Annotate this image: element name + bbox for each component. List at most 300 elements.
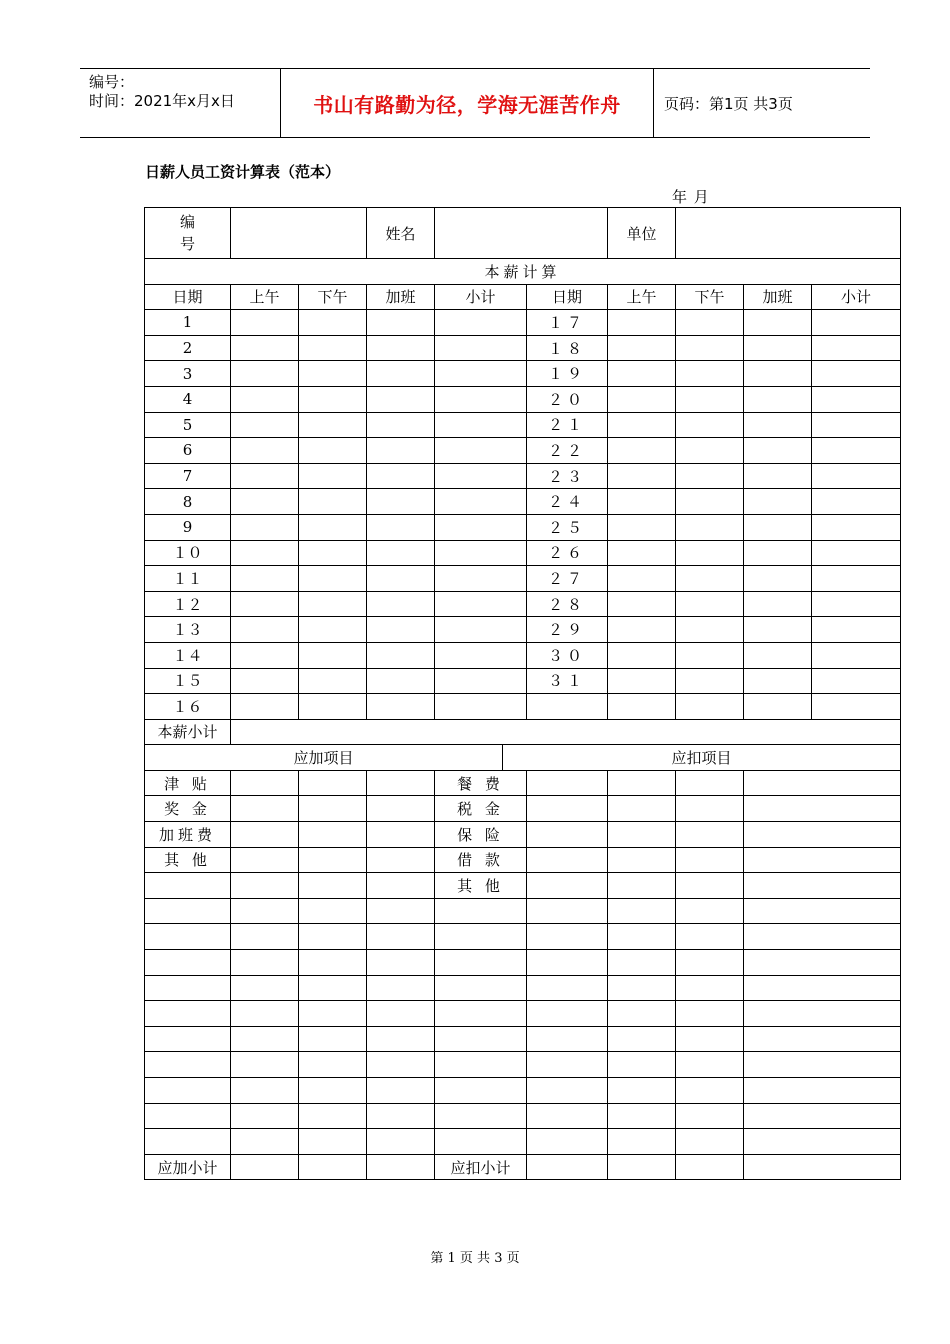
number-value bbox=[231, 208, 367, 259]
item-row bbox=[145, 1026, 901, 1052]
deduct-value bbox=[676, 950, 744, 976]
add-value bbox=[231, 898, 299, 924]
ot-cell bbox=[367, 617, 435, 643]
info-row bbox=[145, 208, 901, 259]
add-value bbox=[231, 770, 299, 796]
deduct-value bbox=[676, 1052, 744, 1078]
subtotal-cell bbox=[812, 591, 901, 617]
day-right: ２４ bbox=[527, 489, 608, 515]
add-value bbox=[299, 1078, 367, 1104]
am-cell bbox=[231, 489, 299, 515]
ot-cell bbox=[367, 361, 435, 387]
deduct-item bbox=[435, 1078, 527, 1104]
pm-cell bbox=[676, 463, 744, 489]
pm-cell bbox=[299, 361, 367, 387]
pm-cell bbox=[299, 412, 367, 438]
add-value bbox=[231, 1129, 299, 1155]
subtotal-cell bbox=[812, 566, 901, 592]
add-value bbox=[299, 1001, 367, 1027]
am-cell bbox=[231, 335, 299, 361]
item-row bbox=[145, 796, 901, 822]
deduct-item: 保 险 bbox=[435, 822, 527, 848]
day-left: 1 bbox=[145, 310, 231, 336]
subtotal-cell bbox=[812, 310, 901, 336]
subtotal-cell bbox=[435, 540, 527, 566]
day-row bbox=[145, 514, 901, 540]
base-subtotal-row bbox=[145, 719, 901, 745]
section-base-title: 本薪计算 bbox=[145, 259, 901, 285]
deduct-value bbox=[676, 1129, 744, 1155]
unit-header: 单位 bbox=[608, 208, 676, 259]
pm-cell bbox=[299, 540, 367, 566]
add-item: 其 他 bbox=[145, 847, 231, 873]
pm-cell bbox=[676, 386, 744, 412]
deduct-value bbox=[527, 873, 608, 899]
ot-cell bbox=[744, 514, 812, 540]
day-left: 5 bbox=[145, 412, 231, 438]
subtotal-cell bbox=[435, 668, 527, 694]
day-left: 8 bbox=[145, 489, 231, 515]
subtotal-cell bbox=[812, 361, 901, 387]
section-deduct-title: 应扣项目 bbox=[503, 745, 901, 771]
pm-cell bbox=[676, 412, 744, 438]
page-info: 页码：第1页 共3页 bbox=[664, 94, 793, 113]
day-left: １４ bbox=[145, 642, 231, 668]
ot-cell bbox=[367, 386, 435, 412]
day-row bbox=[145, 386, 901, 412]
ot-cell bbox=[744, 310, 812, 336]
am-cell bbox=[608, 694, 676, 720]
day-right: １８ bbox=[527, 335, 608, 361]
add-value bbox=[231, 873, 299, 899]
deduct-value bbox=[676, 1103, 744, 1129]
item-row bbox=[145, 975, 901, 1001]
deduct-value bbox=[744, 1001, 901, 1027]
deduct-value bbox=[527, 898, 608, 924]
pm-cell bbox=[299, 642, 367, 668]
am-cell bbox=[608, 591, 676, 617]
pm-cell bbox=[676, 668, 744, 694]
am-cell bbox=[231, 310, 299, 336]
day-left: 6 bbox=[145, 438, 231, 464]
day-row bbox=[145, 540, 901, 566]
ot-cell bbox=[744, 489, 812, 515]
subtotal-cell bbox=[435, 566, 527, 592]
am-cell bbox=[231, 694, 299, 720]
item-row bbox=[145, 924, 901, 950]
item-row bbox=[145, 1129, 901, 1155]
subtotal-cell bbox=[435, 514, 527, 540]
deduct-value bbox=[527, 1103, 608, 1129]
add-item bbox=[145, 924, 231, 950]
add-value bbox=[299, 1129, 367, 1155]
day-row bbox=[145, 438, 901, 464]
deduct-value bbox=[608, 1078, 676, 1104]
ot-cell bbox=[744, 566, 812, 592]
ot-cell bbox=[367, 514, 435, 540]
base-subtotal-label: 本薪小计 bbox=[145, 719, 231, 745]
day-right: ２８ bbox=[527, 591, 608, 617]
add-value bbox=[367, 898, 435, 924]
add-value bbox=[299, 796, 367, 822]
day-right: １９ bbox=[527, 361, 608, 387]
day-row bbox=[145, 489, 901, 515]
subtotal-cell bbox=[435, 463, 527, 489]
day-right: ２５ bbox=[527, 514, 608, 540]
pm-cell bbox=[676, 591, 744, 617]
day-right: ２０ bbox=[527, 386, 608, 412]
add-subtotal-label: 应加小计 bbox=[145, 1154, 231, 1180]
add-value bbox=[367, 924, 435, 950]
am-cell bbox=[608, 566, 676, 592]
deduct-value bbox=[527, 796, 608, 822]
deduct-value bbox=[527, 950, 608, 976]
deduct-value bbox=[527, 1154, 608, 1180]
item-row bbox=[145, 770, 901, 796]
item-row bbox=[145, 1001, 901, 1027]
add-value bbox=[299, 1052, 367, 1078]
subtotal-cell bbox=[812, 668, 901, 694]
subtotal-cell bbox=[812, 694, 901, 720]
pm-cell bbox=[676, 694, 744, 720]
pm-cell bbox=[299, 489, 367, 515]
ot-cell bbox=[744, 438, 812, 464]
add-value bbox=[367, 796, 435, 822]
deduct-value bbox=[744, 898, 901, 924]
ot-cell bbox=[367, 566, 435, 592]
day-right: ２２ bbox=[527, 438, 608, 464]
am-cell bbox=[608, 642, 676, 668]
deduct-value bbox=[527, 847, 608, 873]
am-cell bbox=[608, 617, 676, 643]
ot-cell bbox=[367, 310, 435, 336]
subtotal-cell bbox=[435, 412, 527, 438]
deduct-value bbox=[744, 1103, 901, 1129]
deduct-value bbox=[744, 1154, 901, 1180]
deduct-item bbox=[435, 1103, 527, 1129]
add-value bbox=[299, 975, 367, 1001]
subtotal-cell bbox=[812, 642, 901, 668]
am-cell bbox=[231, 386, 299, 412]
am-cell bbox=[231, 642, 299, 668]
salary-table bbox=[144, 207, 901, 1180]
day-row bbox=[145, 310, 901, 336]
ot-cell bbox=[744, 386, 812, 412]
add-value bbox=[231, 1103, 299, 1129]
deduct-value bbox=[744, 796, 901, 822]
add-value bbox=[299, 1154, 367, 1180]
ot-cell bbox=[367, 540, 435, 566]
add-value bbox=[231, 950, 299, 976]
deduct-value bbox=[608, 1154, 676, 1180]
deduct-item bbox=[435, 1026, 527, 1052]
ot-cell bbox=[367, 642, 435, 668]
am-cell bbox=[231, 412, 299, 438]
ot-cell bbox=[744, 540, 812, 566]
day-row bbox=[145, 566, 901, 592]
ot-cell bbox=[744, 694, 812, 720]
deduct-value bbox=[608, 1052, 676, 1078]
deduct-item: 餐 费 bbox=[435, 770, 527, 796]
item-row bbox=[145, 1078, 901, 1104]
deduct-value bbox=[676, 1154, 744, 1180]
subtotal-cell bbox=[812, 540, 901, 566]
deduct-value bbox=[527, 1001, 608, 1027]
deduct-item bbox=[435, 1052, 527, 1078]
motto: 书山有路勤为径，学海无涯苦作舟 bbox=[281, 69, 654, 137]
pm-cell bbox=[299, 694, 367, 720]
add-item bbox=[145, 873, 231, 899]
ot-cell bbox=[744, 617, 812, 643]
deduct-value bbox=[527, 1026, 608, 1052]
am-cell bbox=[608, 386, 676, 412]
am-cell bbox=[231, 617, 299, 643]
item-row bbox=[145, 950, 901, 976]
deduct-value bbox=[744, 1078, 901, 1104]
pm-cell bbox=[676, 310, 744, 336]
subtotal-cell bbox=[812, 412, 901, 438]
deduct-value bbox=[744, 975, 901, 1001]
subtotal-cell bbox=[435, 489, 527, 515]
deduct-value bbox=[744, 847, 901, 873]
deduct-value bbox=[744, 1052, 901, 1078]
ot-cell bbox=[367, 489, 435, 515]
day-row bbox=[145, 694, 901, 720]
day-left: 9 bbox=[145, 514, 231, 540]
day-left: 2 bbox=[145, 335, 231, 361]
am-cell bbox=[608, 412, 676, 438]
ot-cell bbox=[367, 438, 435, 464]
column-header: 加班 bbox=[367, 284, 435, 310]
add-value bbox=[367, 1052, 435, 1078]
pm-cell bbox=[299, 310, 367, 336]
am-cell bbox=[231, 591, 299, 617]
subtotal-cell bbox=[812, 617, 901, 643]
day-right: ２７ bbox=[527, 566, 608, 592]
day-row bbox=[145, 591, 901, 617]
deduct-value bbox=[676, 847, 744, 873]
subtotal-cell bbox=[812, 386, 901, 412]
am-cell bbox=[608, 668, 676, 694]
day-right: ２９ bbox=[527, 617, 608, 643]
day-row bbox=[145, 617, 901, 643]
base-subtotal-value bbox=[231, 719, 901, 745]
deduct-value bbox=[527, 770, 608, 796]
deduct-value bbox=[676, 1001, 744, 1027]
day-row bbox=[145, 361, 901, 387]
am-cell bbox=[231, 566, 299, 592]
subtotal-cell bbox=[435, 617, 527, 643]
add-value bbox=[367, 1129, 435, 1155]
ot-cell bbox=[367, 335, 435, 361]
am-cell bbox=[231, 540, 299, 566]
deduct-value bbox=[744, 873, 901, 899]
add-value bbox=[367, 770, 435, 796]
pm-cell bbox=[299, 617, 367, 643]
deduct-value bbox=[608, 975, 676, 1001]
deduct-value bbox=[608, 847, 676, 873]
add-value bbox=[231, 1001, 299, 1027]
add-value bbox=[231, 1078, 299, 1104]
am-cell bbox=[231, 438, 299, 464]
name-header: 姓名 bbox=[367, 208, 435, 259]
deduct-value bbox=[608, 1001, 676, 1027]
number-header-cell bbox=[145, 208, 231, 259]
day-right: ２１ bbox=[527, 412, 608, 438]
day-left: 4 bbox=[145, 386, 231, 412]
deduct-value bbox=[527, 1129, 608, 1155]
add-value bbox=[299, 1103, 367, 1129]
pm-cell bbox=[299, 463, 367, 489]
add-value bbox=[367, 950, 435, 976]
deduct-value bbox=[527, 1052, 608, 1078]
subtotal-cell bbox=[435, 438, 527, 464]
deduct-value bbox=[744, 770, 901, 796]
ot-cell bbox=[744, 335, 812, 361]
day-left: １５ bbox=[145, 668, 231, 694]
add-item bbox=[145, 1052, 231, 1078]
item-row bbox=[145, 873, 901, 899]
column-header: 小计 bbox=[812, 284, 901, 310]
day-left: １３ bbox=[145, 617, 231, 643]
item-row bbox=[145, 847, 901, 873]
add-item: 奖 金 bbox=[145, 796, 231, 822]
add-value bbox=[367, 873, 435, 899]
add-item bbox=[145, 898, 231, 924]
deduct-value bbox=[676, 924, 744, 950]
day-row bbox=[145, 668, 901, 694]
time-label: 时间：2021年x月x日 bbox=[89, 92, 235, 110]
am-cell bbox=[608, 540, 676, 566]
add-value bbox=[299, 770, 367, 796]
pm-cell bbox=[299, 438, 367, 464]
deduct-value bbox=[676, 796, 744, 822]
am-cell bbox=[608, 335, 676, 361]
day-left: １０ bbox=[145, 540, 231, 566]
deduct-subtotal-label: 应扣小计 bbox=[435, 1154, 527, 1180]
am-cell bbox=[231, 668, 299, 694]
item-row bbox=[145, 1052, 901, 1078]
add-value bbox=[231, 975, 299, 1001]
page-footer: 第 1 页 共 3 页 bbox=[430, 1251, 520, 1266]
add-value bbox=[231, 796, 299, 822]
ot-cell bbox=[367, 463, 435, 489]
add-value bbox=[367, 1001, 435, 1027]
deduct-value bbox=[527, 822, 608, 848]
number-header: 编号 bbox=[180, 213, 196, 253]
deduct-value bbox=[676, 1026, 744, 1052]
pm-cell bbox=[299, 566, 367, 592]
deduct-value bbox=[608, 822, 676, 848]
column-header: 下午 bbox=[299, 284, 367, 310]
deduct-item: 其 他 bbox=[435, 873, 527, 899]
deduct-item bbox=[435, 950, 527, 976]
deduct-value bbox=[608, 770, 676, 796]
deduct-value bbox=[744, 1026, 901, 1052]
deduct-value bbox=[676, 770, 744, 796]
deduct-value bbox=[744, 822, 901, 848]
column-header: 下午 bbox=[676, 284, 744, 310]
ot-cell bbox=[744, 463, 812, 489]
item-row bbox=[145, 1103, 901, 1129]
day-left: 3 bbox=[145, 361, 231, 387]
add-value bbox=[299, 898, 367, 924]
ot-cell bbox=[744, 412, 812, 438]
document-title: 日薪人员工资计算表（范本） bbox=[145, 163, 341, 181]
deduct-value bbox=[608, 1103, 676, 1129]
add-value bbox=[231, 847, 299, 873]
day-left: 7 bbox=[145, 463, 231, 489]
year-month-line: 年 月 bbox=[672, 188, 710, 206]
add-value bbox=[231, 1052, 299, 1078]
deduct-value bbox=[744, 1129, 901, 1155]
add-item bbox=[145, 1129, 231, 1155]
day-left: １２ bbox=[145, 591, 231, 617]
pm-cell bbox=[676, 540, 744, 566]
pm-cell bbox=[299, 668, 367, 694]
deduct-value bbox=[608, 924, 676, 950]
pm-cell bbox=[299, 514, 367, 540]
day-row bbox=[145, 463, 901, 489]
deduct-value bbox=[676, 898, 744, 924]
add-value bbox=[367, 822, 435, 848]
day-right bbox=[527, 694, 608, 720]
column-header: 加班 bbox=[744, 284, 812, 310]
ot-cell bbox=[367, 591, 435, 617]
column-header-row bbox=[145, 284, 901, 310]
pm-cell bbox=[299, 335, 367, 361]
subtotal-cell bbox=[435, 642, 527, 668]
deduct-value bbox=[676, 873, 744, 899]
subtotal-cell bbox=[812, 438, 901, 464]
deduct-value bbox=[608, 898, 676, 924]
deduct-value bbox=[676, 1078, 744, 1104]
add-item: 加班费 bbox=[145, 822, 231, 848]
ot-cell bbox=[744, 642, 812, 668]
ot-cell bbox=[367, 668, 435, 694]
pm-cell bbox=[676, 489, 744, 515]
section-add-title: 应加项目 bbox=[145, 745, 503, 771]
add-item bbox=[145, 950, 231, 976]
deduct-value bbox=[676, 975, 744, 1001]
document-header bbox=[80, 68, 870, 138]
am-cell bbox=[608, 489, 676, 515]
deduct-item: 借 款 bbox=[435, 847, 527, 873]
day-left: １１ bbox=[145, 566, 231, 592]
subtotal-cell bbox=[812, 489, 901, 515]
pm-cell bbox=[676, 361, 744, 387]
pm-cell bbox=[676, 566, 744, 592]
ot-cell bbox=[744, 668, 812, 694]
subtotal-cell bbox=[812, 514, 901, 540]
item-row bbox=[145, 822, 901, 848]
add-item bbox=[145, 975, 231, 1001]
add-value bbox=[299, 822, 367, 848]
day-right: ２６ bbox=[527, 540, 608, 566]
subtotal-cell bbox=[435, 591, 527, 617]
add-value bbox=[367, 847, 435, 873]
deduct-value bbox=[527, 924, 608, 950]
am-cell bbox=[608, 438, 676, 464]
day-right: ３１ bbox=[527, 668, 608, 694]
number-label: 编号： bbox=[89, 73, 135, 91]
pm-cell bbox=[299, 386, 367, 412]
add-value bbox=[231, 1154, 299, 1180]
subtotal-cell bbox=[435, 386, 527, 412]
add-value bbox=[367, 1103, 435, 1129]
deduct-item bbox=[435, 1129, 527, 1155]
column-header: 小计 bbox=[435, 284, 527, 310]
